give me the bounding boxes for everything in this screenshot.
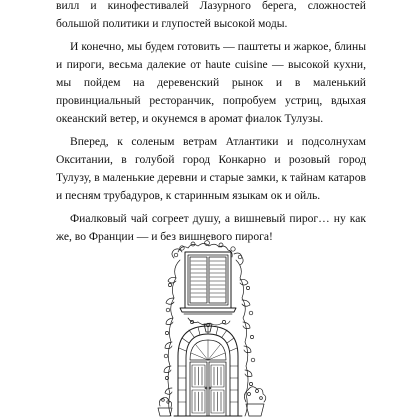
paragraph-4: Фиалковый чай согреет душу, а вишневый пирог… ну как же, во Франции — и без вишневого пирога!: [56, 212, 366, 243]
paragraph-1: вилл и кинофестивалей Лазурного берега, сложностей большой политики и глупостей высокой моды.: [56, 0, 366, 30]
paragraph-3: Вперед, к соленым ветрам Атлантики и подсолнухам Окситании, в голубой город Конкарно и розовый город Тулузу, в маленькие деревни и старые замки, к тайнам катаров и песням трубадуров, к старинным языкам ок и ойль.: [56, 135, 366, 202]
shutter-window: [180, 252, 236, 314]
paragraph-2: И конечно, мы будем готовить — паштеты и жаркое, блины и пироги, весьма далекие от haute cuisine — высокой кухни, мы пойдем на деревенский рынок и в маленький провинциальный ресторанчик, попробуем устриц, вдыхая океанский ветер, и окунемся в аромат фиалок Тулузы.: [56, 40, 366, 125]
body-text: [56, 0, 366, 246]
potted-plant: [158, 387, 266, 416]
door-illustration: [130, 238, 290, 420]
arched-doorway: [174, 324, 242, 416]
